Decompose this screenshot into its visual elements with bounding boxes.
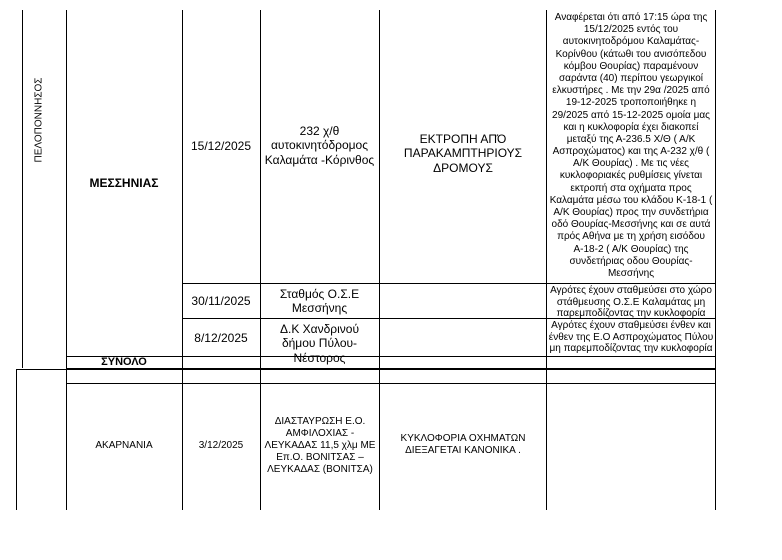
bottom-location: ΔΙΑΣΤΑΥΡΩΣΗ Ε.Ο. ΑΜΦΙΛΟΧΙΑΣ - ΛΕΥΚΑΔΑΣ 11,5 χλμ ΜΕ Επ.Ο. ΒΟΝΙΤΣΑΣ – ΛΕΥΚΑΔΑΣ (ΒΟΝΙΤΣΑ)	[264, 416, 376, 475]
row3-notes: Αγρότες έχουν σταθμεύσει ένθεν και ένθεν της Ε.Ο Ασπροχώματος Πύλου μη παρεμποδίζοντας την κυκλοφορία	[548, 320, 714, 354]
row3-location: Δ.Κ Χανδρινού δήμου Πύλου-Νέστορος	[279, 322, 360, 365]
region-label	[31, 60, 47, 180]
bottom-action: ΚΥΚΛΟΦΟΡΙΑ ΟΧΗΜΑΤΩΝ ΔΙΕΞΑΓΕΤΑΙ ΚΑΝΟΝΙΚΑ .	[400, 433, 526, 456]
row1-notes: Αναφέρεται ότι από 17:15 ώρα της 15/12/2025 εντός του αυτοκινητοδρόμου Καλαμάτας-Κορίνθου (κάτωθι του ανισόπεδου κόμβου Θουρίας) παραμένουν σαράντα (40) περίπου γεωργικοί ελκυστήρες . Με την 29α /2025 από 19-12-2025 τροποποιήθηκε η 29/2025 από 15-12-2025 ομοία μας και η κυκλοφορία έχει διακοπεί μεταξύ της Α-236.5 Χ/Θ ( Α/Κ Ασπροχώματος) και της Α-232 χ/θ ( Α/Κ Θουρίας) . Με τις νέες κυκλοφοριακές ρυθμίσεις γίνεται εκτροπή στα οχήματα προς Καλαμάτα μέσω του κλάδου Κ-18-1 ( Α/Κ Θουρίας) προς την συνδετήρια οδό Θουρίας-Μεσσήνης και σε αυτά πρός Αθήνα με τη χρήση εισόδου Α-18-2 ( Α/Κ Θουρίας) της συνδετήριας οδου Θουρίας-Μεσσήνης	[549, 12, 713, 279]
row2-notes: Αγρότες έχουν σταθμεύσει στο χώρο στάθμευσης Ο.Σ.Ε Καλαμάτας μη παρεμποδίζοντας την κυκλοφορία	[550, 285, 712, 319]
prefecture-akarnania: ΑΚΑΡΝΑΝΙΑ	[95, 440, 153, 451]
row1-location: 232 χ/θ αυτοκινητόδρομος Καλαμάτα -Κόρινθος	[264, 124, 375, 167]
prefecture-messinias: ΜΕΣΣΗΝΙΑΣ	[89, 176, 159, 190]
row1-action: ΕΚΤΡΟΠΗ ΑΠΌ ΠΑΡΑΚΑΜΠΤΗΡΙΟΥΣ ΔΡΟΜΟΥΣ	[403, 132, 523, 175]
row2-location: Σταθμός Ο.Σ.Ε Μεσσήνης	[279, 287, 360, 316]
bottom-date: 3/12/2025	[198, 440, 244, 451]
row3-date: 8/12/2025	[194, 331, 248, 345]
region-label-text: ΠΕΛΟΠΟΝΝΗΣΟΣ	[33, 77, 45, 163]
row1-date: 15/12/2025	[190, 139, 252, 153]
total-label: ΣΥΝΟΛΟ	[101, 356, 147, 368]
row2-date: 30/11/2025	[191, 294, 251, 308]
